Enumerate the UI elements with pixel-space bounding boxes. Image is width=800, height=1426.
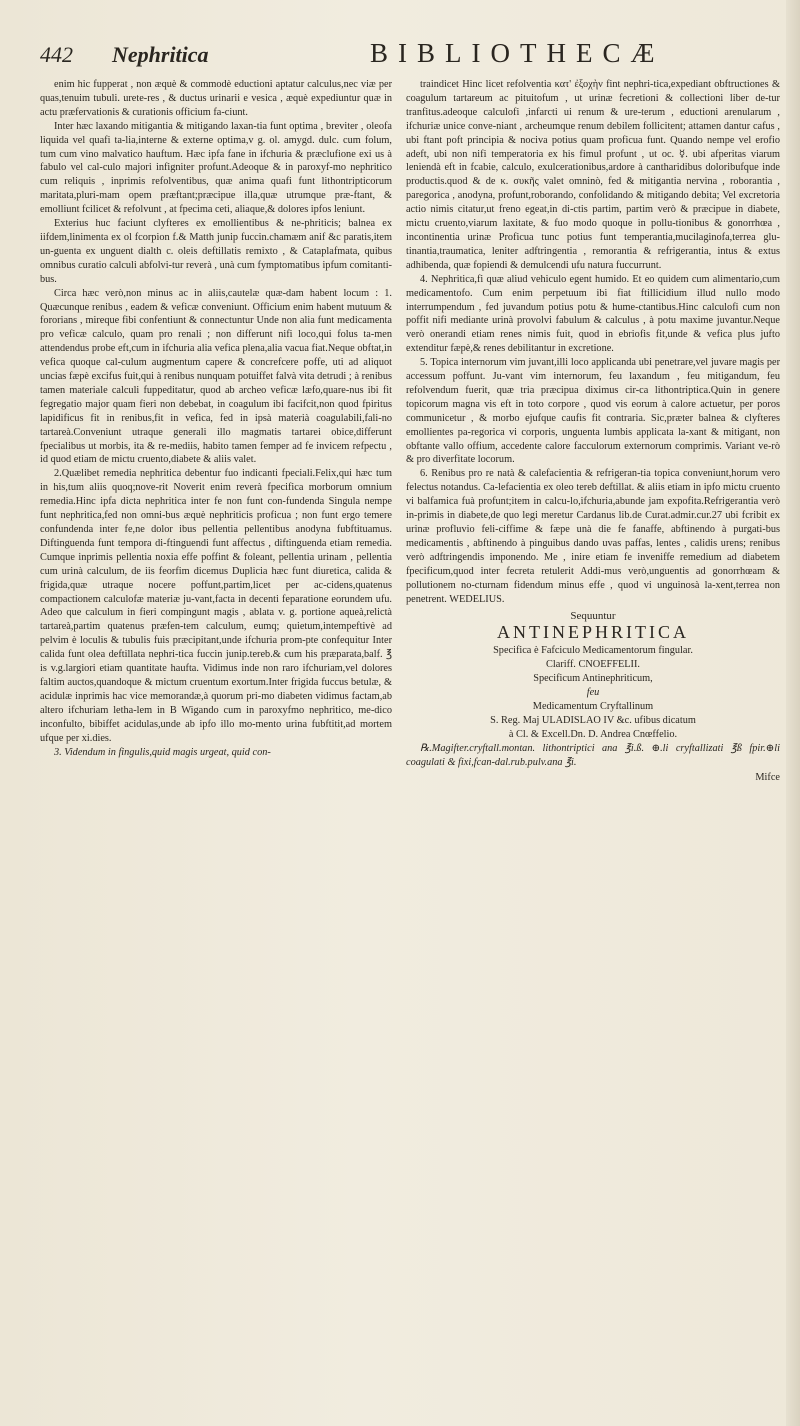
fasciculus-line: Medicamentum Cryftallinum — [532, 700, 654, 712]
page-number: 442 — [40, 42, 73, 67]
page-fold-shadow — [786, 0, 800, 1426]
fasciculus-line: Clariff. CNOEFFELII. — [546, 659, 640, 671]
paragraph: 6. Renibus pro re natà & calefacientia & refrigeran-tia topica conveniunt,horum vero felectus notandus. Ca-lefacientia ex oleo tereb deftillat. & aliis etiam in ipfo mictu cruento vi balfamica fuà profunt;item in calcu-lo,ifchuria,abunde jam expofita.Refrigerantia verò in-primis in diabete,de quo legi meretur Cardanus lib.de Curat.admir.cur.27 ubi fcribit ex urinæ profluvio feli-ciffime & fæpe unà die fe fanaffe, abftinendo à purgati-bus medicamentis , abftinendo à pinguibus dando uvas paffas, lentes , calidis urens; renibus verò adftringendis imponendo. Me , inire etiam fe inveniffe remedium ad diabetem fpecificum,quod inter fecreta retulerit Addi-mus verò,unguentis ad gonorrhœam & pollutionem no-cturnam fidendum minus effe , quod vi unguinosà la-xent,terrea non penetrent. WEDELIUS. — [406, 468, 780, 605]
fasciculus-line: Specificum Antinephriticum, — [533, 673, 653, 685]
left-column — [40, 78, 392, 759]
paragraph: 2.Quælibet remedia nephritica debentur fuo indicanti fpeciali.Felix,qui hæc tum in his,tum aliis quoq;nove-rit Noverit enim reverà fpecifica morborum omnium remedia.Hinc ipfa dicta nephritica inter fe non funt con-fundenda Singula nempe funt nephritica,fed non omni-bus æquè nephriticis proficua ; non funt ergo temere confundenda inter fe,ne dolor ibus pellentia pellentibus anodyna fubftituamus. Diftinguenda funt tempora di-ftinguendi funt affectus , diftinguenda etiam remedia. Cumque inprimis pellentia noxia effe poffint & foleant, pellentia urinam , pellentia cum urinà calculum, de iis feorfim dicemus Duplicia hæc funt diuretica, calida & frigida,quæ utraque nocere poffunt,partim,licet per ac-cidens,quatenus compactionem calculofæ materiæ ju-vant,facta in decenti feparatione eorundem ufu. Adeo que calculum in fieri compingunt magis , ablata v. g. portione aqueà,relictà tartareà,partim quatenus præfen-tem calculum, eumq; quietum,intempeftivè ad pelvim è loculis & tubulis fuis præcipitant,unde ifchuria prom-pte confequitur Inter calida funt olea deftillata nephri-tica fuccin junip.tereb.& cum his præparata,balf. ℥ is v.g.largiori etiam quantitate haufta. Vidimus inde non raro ifchuriam,vel dolores faltim auctos,quandoque & mictum cruentum exortum.Inter frigida fuccus betulæ, & acidulæ inprimis hac vice memorandæ,à quorum pri-mo diabeten vidimus factam,ab altero ifchuriam letha-lem in B Wigando cum in paroxyfmo nephritico, me-dico inconfulto, bibiffet acidulas,unde ab ipfo illo mo-mento urina fubftitit,ad mortem ufque per xi.dies. — [40, 468, 392, 744]
paragraph: traindicet Hinc licet refolventia κατ' ἐξοχὴν fint nephri-tica,expediant obftructiones & coagulum tartareum ac pituitofum , ut urinæ fecretioni & collectioni liber de-tur tranfitus.adeoque calculofi ,infarcti ui renum & ure-terum , eductioni arenularum , ifchuriæ unice conve-niant , archeumque renum debilem follicitent; attamen dantur cafus , ubi ftant poft principia & nociva potius quam proficua funt. Quando nempe vel erofio adeft, ubi non nifi temperatoria ex his fimul profunt , ut oc. ☿. ubi afperitas viarum leniendà eft in fcabie, calculo, exulcerationibus,ardore à cantharidibus doloribufque inde productis.quod & de κ. συκῆς valet omninò, fed & mitigantia nervina , roborantia , paregorica , anodyna, profunt,roborando, confolidando & mitigando debita; Vel excretoria actio nimis citatur,ut freno egeat,in di-ctis partim, partim verò & præcipue in diabete, mictu cruento,viarum laxitate, & fuo modo quoque in pollu-tionibus & gonorrhœa , incontinentia urinæ Proficua tunc potius funt temperantia,mucilaginofa,terrea glu-tinantia,traumatica, leniter adftringentia , remorantia & refrigerantia, intus & extus adhibenda, quæ fopiendi & demulcendi ufu natura fuccurrunt. — [406, 79, 780, 271]
right-column — [406, 78, 780, 785]
paragraph: Circa hæc verò,non minus ac in aliis,cautelæ quæ-dam habent locum : 1. Quæcunque renibus , eadem & veficæ conveniunt. Officium enim habent mutuum & fororians , mireque fibi confentiunt & connectuntur Unde non alia funt medicamenta pro veficæ calculo, quam pro renali ; non differunt nifi loco,qui folus ta-men attendendus probe eft,cum in ifchuria alia vefica plena,alia vacua fiat.Neque obftat,in vefica quoque cal-culum augmentum capere & concrefcere poffe, uti ad aliquot uncias fæpè excifus fuit,qui à renibus nunquam potuiffet falvà vita detrudi ; à renibus tamen materiale calculi fuppeditatur, quod ab archeo veficæ læfo,quare-nus ibi fit fegregatio major quam fieri non debebat, in coagulum ibi facifcit,non quod fpiritus lapidificus fit in renibus,fit in vefica, fed in ipsà materià coagulabili,fali-no tartareà.Conveniunt utraque generali illo magmatis tartarei obice,differunt fpecialibus ut morbis, ita & re-mediis, habito tamen femper ad fe invicem refpectu , id quod etiam de mictu cruento,diabete & aliis valet. — [40, 287, 392, 466]
catchword: Mifce — [755, 772, 780, 784]
running-header — [40, 38, 770, 74]
fasciculus-line: Specifica è Fafciculo Medicamentorum fingular. — [493, 645, 693, 657]
fasciculus-line: à Cl. & Excell.Dn. D. Andrea Cnœffelio. — [508, 728, 678, 740]
paragraph: Inter hæc laxando mitigantia & mitigando laxan-tia funt optima , breviter , oleofa liquida vel quafi ta-lia,interne & externe optima,v g. ol. amygd. dulc. cum folum, tum cum vino malvatico hauftum. Hæc ipfa fane in ifchuria & præclufione exi us à fabulo vel cal-culo majori infigniter profunt.Adeoque & in paroxyf-mo nephritico cum reliquis , inprimis refolventibus, quæ anima quafi funt lithontripticorum maritata,pluri-mam opem præftant;præcipue illa,quæ utrumque præ-ftant, & emolliunt fcilicet & refolvunt , at fpecima ceti, aliaque,& dolores ipfos leniunt. — [40, 120, 392, 216]
fasciculus-line: feu — [586, 686, 600, 698]
recipe-formula: ℞.Magifter.cryftall.montan. lithontriptici ana ℥i.ß. ⊕.li cryftallizati ℥ß fpir.⊕li coagulati & fixi,fcan-dal.rub.pulv.ana ℥i. — [406, 742, 780, 768]
paragraph: 5. Topica internorum vim juvant,illi loco applicanda ubi penetrare,vel juvare magis per accessum poffunt. Ju-vant vim internorum, feu laxandum , feu mitigandum, feu refolvendum fuerit, quæ tria præcipua diximus cir-ca lithontriptica.Quin in genere topicorum magna vis eft in toto corpore , quod vis eorum à calore actuetur, per poros communicetur , & morbo ejufque caufis fit contraria. Sic,præter balnea & clyfteres emollientes pa-regorica vi corporis, unguenta lumbis applicata la-xant & mitigant, non obftante vallo offium, accedente calore facculorum externorum comprimis. Variant ve-rò & pro diverfitate locorum. — [406, 357, 780, 466]
fasciculus-line: S. Reg. Maj ULADISLAO IV &c. ufibus dicatum — [490, 714, 696, 726]
paragraph: 3. Videndum in fingulis,quid magis urgeat, quid con- — [54, 746, 271, 758]
paragraph: 4. Nephritica,fi quæ aliud vehiculo egent humido. Et eo quidem cum alimentario,cum medicamentofo. Cum enim perpetuum ibi fiat ftillicidium illud nullo modo interrumpendum , fed juvandum potius potu & hume-ctantibus.Hinc calculofi cum non poffit nifi mediante urinà provolvi fabulum & calculus , à potu maxime juvantur.Neque verò onerandi etiam renes nimis fuit, quod in ebriofis fit,unde & vefica plus jufto extenditur fæpè,& renes debilitantur in excretione. — [406, 273, 780, 355]
library-title: BIBLIOTHECÆ — [370, 38, 665, 68]
section-title: ANTINEPHRITICA — [497, 622, 689, 643]
paragraph: Exterius huc faciunt clyfteres ex emollientibus & ne-phriticis; balnea ex iifdem,linimenta ex ol fcorpion f.& Matth junip fuccin.chamæm anif &c paratis,item un-guenta ex unguent dialth c. oleis deftillatis remixto , & Cataplafmata, quibus omnibus curatio calculi abfolvi-tur reverà , unà cum fymptomatibus ipfum comitanti-bus. — [40, 218, 392, 285]
sequuntur-label: Sequuntur — [570, 610, 616, 623]
paragraph: enim hic fupperat , non æquè & commodè eductioni aptatur calculus,nec viæ per quas,tenuim tubuli. urete-res , & ductus urinarii e vesica , æquè expediuntur quæ in actu præfervationis & curationis officium fa-ciunt. — [40, 79, 392, 118]
running-title: Nephritica — [112, 42, 209, 67]
